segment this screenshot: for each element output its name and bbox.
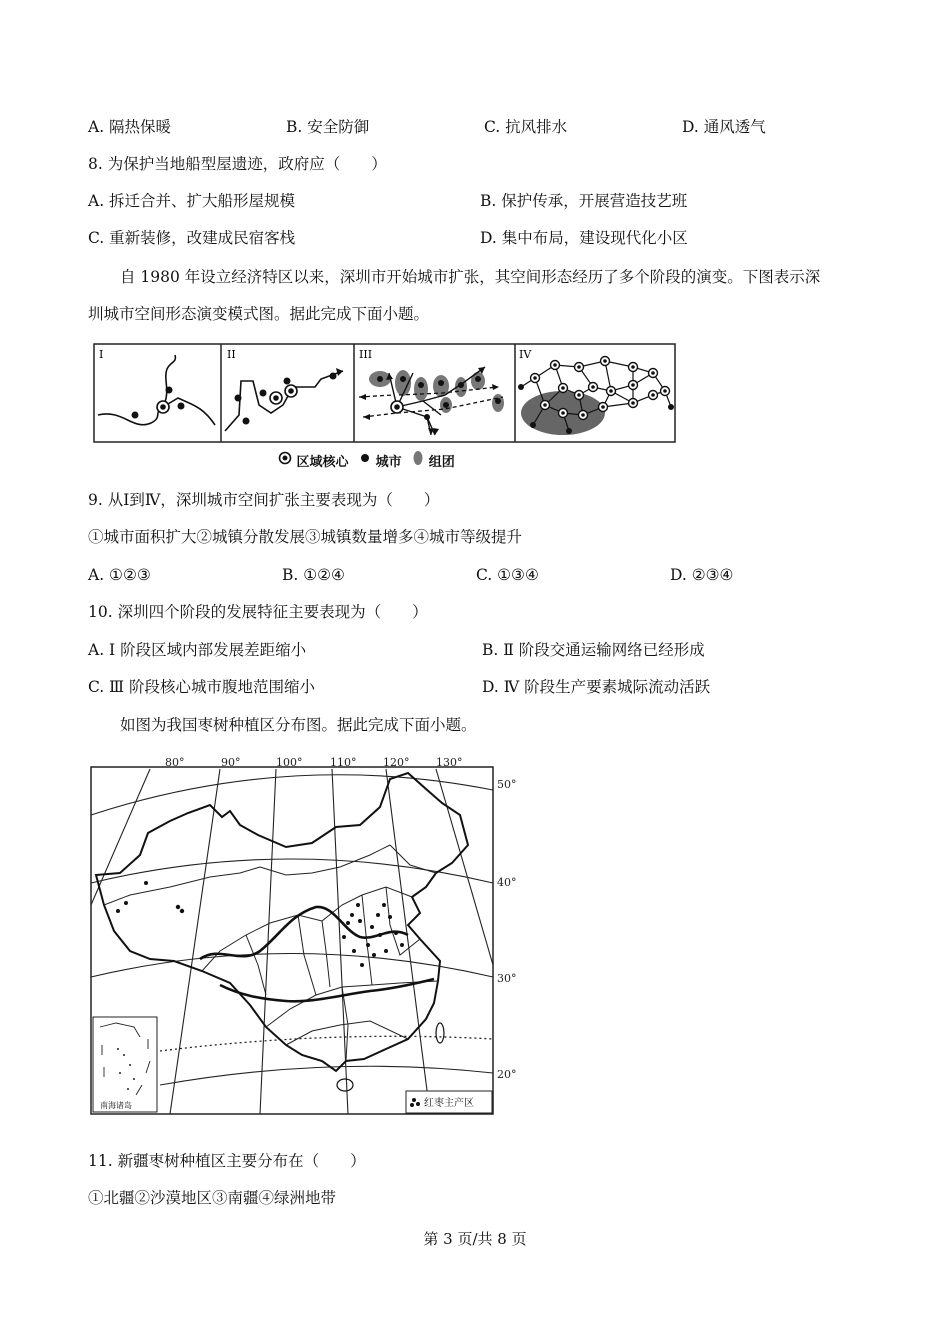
lon-label-110: 110°	[330, 756, 357, 769]
page-footer: 第 3 页/共 8 页	[423, 1230, 527, 1248]
q10-option-b: B. Ⅱ 阶段交通运输网络已经形成	[482, 641, 705, 659]
q11-items: ①北疆②沙漠地区③南疆④绿洲地带	[88, 1189, 337, 1207]
map-legend-label: 红枣主产区	[424, 1098, 474, 1109]
q10-option-a: A. Ⅰ 阶段区域内部发展差距缩小	[88, 641, 307, 659]
q8-stem: 8. 为保护当地船型屋遗迹，政府应（ ）	[88, 155, 387, 173]
q8-option-b: B. 保护传承，开展营造技艺班	[480, 192, 688, 210]
q8-option-c: C. 重新装修，改建成民宿客栈	[88, 229, 296, 247]
lon-label-120: 120°	[383, 756, 410, 769]
q10-option-c: C. Ⅲ 阶段核心城市腹地范围缩小	[88, 678, 316, 696]
panel-label-2: II	[227, 348, 236, 361]
intro2: 如图为我国枣树种植区分布图。据此完成下面小题。	[120, 716, 477, 734]
q10-stem: 10. 深圳四个阶段的发展特征主要表现为（ ）	[88, 603, 428, 621]
legend-city-label: 城市	[375, 454, 402, 470]
lat-label-50: 50°	[497, 778, 517, 791]
q9-stem: 9. 从Ⅰ到Ⅳ，深圳城市空间扩张主要表现为（ ）	[88, 491, 440, 509]
q9-items: ①城市面积扩大②城镇分散发展③城镇数量增多④城市等级提升	[88, 528, 523, 546]
lat-label-30: 30°	[497, 972, 517, 985]
intro1-line1: 自 1980 年设立经济特区以来，深圳市开始城市扩张，其空间形态经历了多个阶段的演变。下图表示深	[120, 268, 821, 286]
q7-option-b: B. 安全防御	[286, 118, 370, 136]
panel-label-4: IV	[519, 348, 532, 361]
q8-option-d: D. 集中布局，建设现代化小区	[480, 229, 688, 247]
city-symbol-icon	[359, 452, 371, 468]
q7-option-d: D. 通风透气	[682, 118, 766, 136]
q7-option-c: C. 抗风排水	[484, 118, 568, 136]
core-symbol-icon	[278, 451, 292, 469]
inset-label: 南海诸岛	[100, 1101, 132, 1110]
legend-group-label: 组团	[428, 454, 455, 470]
q10-option-d: D. Ⅳ 阶段生产要素城际流动活跃	[482, 678, 711, 696]
shenzhen-evolution-figure	[93, 343, 676, 443]
q8-option-a: A. 拆迁合并、扩大船形屋规模	[88, 192, 296, 210]
group-symbol-icon	[412, 450, 424, 470]
lon-label-130: 130°	[436, 756, 463, 769]
lon-label-100: 100°	[276, 756, 303, 769]
panel-label-1: I	[99, 348, 104, 361]
legend-core-label: 区域核心	[296, 454, 349, 470]
jujube-distribution-map	[90, 755, 522, 1117]
q9-option-b: B. ①②④	[282, 566, 345, 584]
lon-label-80: 80°	[165, 756, 185, 769]
lat-label-40: 40°	[497, 876, 517, 889]
lon-label-90: 90°	[221, 756, 241, 769]
q9-option-c: C. ①③④	[476, 566, 539, 584]
panel-label-3: III	[359, 348, 373, 361]
intro1-line2: 圳城市空间形态演变模式图。据此完成下面小题。	[88, 305, 430, 323]
q7-option-a: A. 隔热保暖	[88, 118, 172, 136]
q11-stem: 11. 新疆枣树种植区主要分布在（ ）	[88, 1152, 366, 1170]
lat-label-20: 20°	[497, 1068, 517, 1081]
figure1-legend	[278, 450, 455, 470]
q9-option-a: A. ①②③	[88, 566, 151, 584]
q9-option-d: D. ②③④	[670, 566, 734, 584]
